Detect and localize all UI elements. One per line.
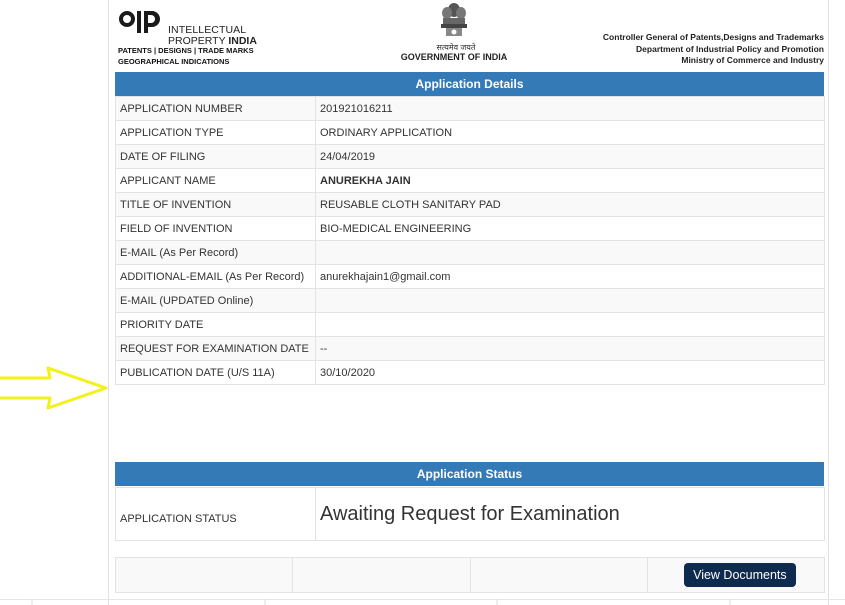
actions-cell: [471, 558, 648, 592]
row-value: --: [316, 337, 825, 361]
row-label: E-MAIL (As Per Record): [116, 241, 316, 265]
row-label: APPLICANT NAME: [116, 169, 316, 193]
row-value: anurekhajain1@gmail.com: [316, 265, 825, 289]
row-label: REQUEST FOR EXAMINATION DATE: [116, 337, 316, 361]
table-row: [116, 289, 825, 313]
table-row: [116, 217, 825, 241]
row-label: ADDITIONAL-EMAIL (As Per Record): [116, 265, 316, 289]
table-row: [116, 361, 825, 385]
table-row: [116, 337, 825, 361]
row-label: PRIORITY DATE: [116, 313, 316, 337]
row-label: APPLICATION TYPE: [116, 121, 316, 145]
table-row: [116, 265, 825, 289]
row-label: PUBLICATION DATE (U/S 11A): [116, 361, 316, 385]
row-label: E-MAIL (UPDATED Online): [116, 289, 316, 313]
logo-line1: INTELLECTUAL: [168, 24, 247, 36]
row-value: [316, 241, 825, 265]
view-documents-button[interactable]: View Documents: [684, 563, 796, 587]
row-label: APPLICATION NUMBER: [116, 97, 316, 121]
actions-cell: [648, 558, 824, 592]
logo-sub2: GEOGRAPHICAL INDICATIONS: [118, 57, 230, 66]
emblem-motto: सत्यमेव जयते: [436, 43, 476, 52]
controller-general-block: [603, 32, 824, 67]
national-emblem-icon: [432, 0, 476, 44]
table-row: [116, 145, 825, 169]
row-value: REUSABLE CLOTH SANITARY PAD: [316, 193, 825, 217]
ministry-line: Ministry of Commerce and Industry: [681, 55, 824, 65]
row-value: 24/04/2019: [316, 145, 825, 169]
table-row: [116, 97, 825, 121]
row-value: ANUREKHA JAIN: [316, 169, 825, 193]
yellow-arrow-icon: [0, 366, 112, 412]
actions-row: [115, 557, 825, 593]
status-value: Awaiting Request for Examination: [320, 502, 620, 525]
row-value: BIO-MEDICAL ENGINEERING: [316, 217, 825, 241]
bottom-divider: [0, 599, 845, 605]
actions-cell: [116, 558, 293, 592]
row-value: ORDINARY APPLICATION: [316, 121, 825, 145]
row-value: 201921016211: [316, 97, 825, 121]
status-label: APPLICATION STATUS: [116, 488, 316, 540]
department-line: Department of Industrial Policy and Promotion: [636, 43, 824, 54]
table-row: [116, 169, 825, 193]
row-value: [316, 313, 825, 337]
table-row: [116, 121, 825, 145]
ip-india-logo-icon: [118, 10, 164, 34]
application-details-heading: Application Details: [115, 72, 824, 96]
logo-sub1: PATENTS | DESIGNS | TRADE MARKS: [118, 46, 254, 55]
table-row: [116, 193, 825, 217]
actions-cell: [293, 558, 470, 592]
row-value: 30/10/2020: [316, 361, 825, 385]
table-row: [116, 313, 825, 337]
row-value: [316, 289, 825, 313]
ip-india-logo: [116, 8, 266, 68]
row-label: TITLE OF INVENTION: [116, 193, 316, 217]
row-label: FIELD OF INVENTION: [116, 217, 316, 241]
table-row: [116, 241, 825, 265]
application-details-table: [115, 96, 825, 385]
row-label: DATE OF FILING: [116, 145, 316, 169]
government-title: GOVERNMENT OF INDIA: [400, 52, 508, 62]
page-header: [116, 0, 826, 70]
application-status-heading: Application Status: [115, 462, 824, 486]
logo-line2-b: INDIA: [228, 35, 257, 47]
controller-general-line: Controller General of Patents,Designs and Trademarks: [602, 32, 824, 42]
logo-line2-a: PROPERTY: [168, 35, 229, 47]
application-status-row: [115, 487, 825, 541]
